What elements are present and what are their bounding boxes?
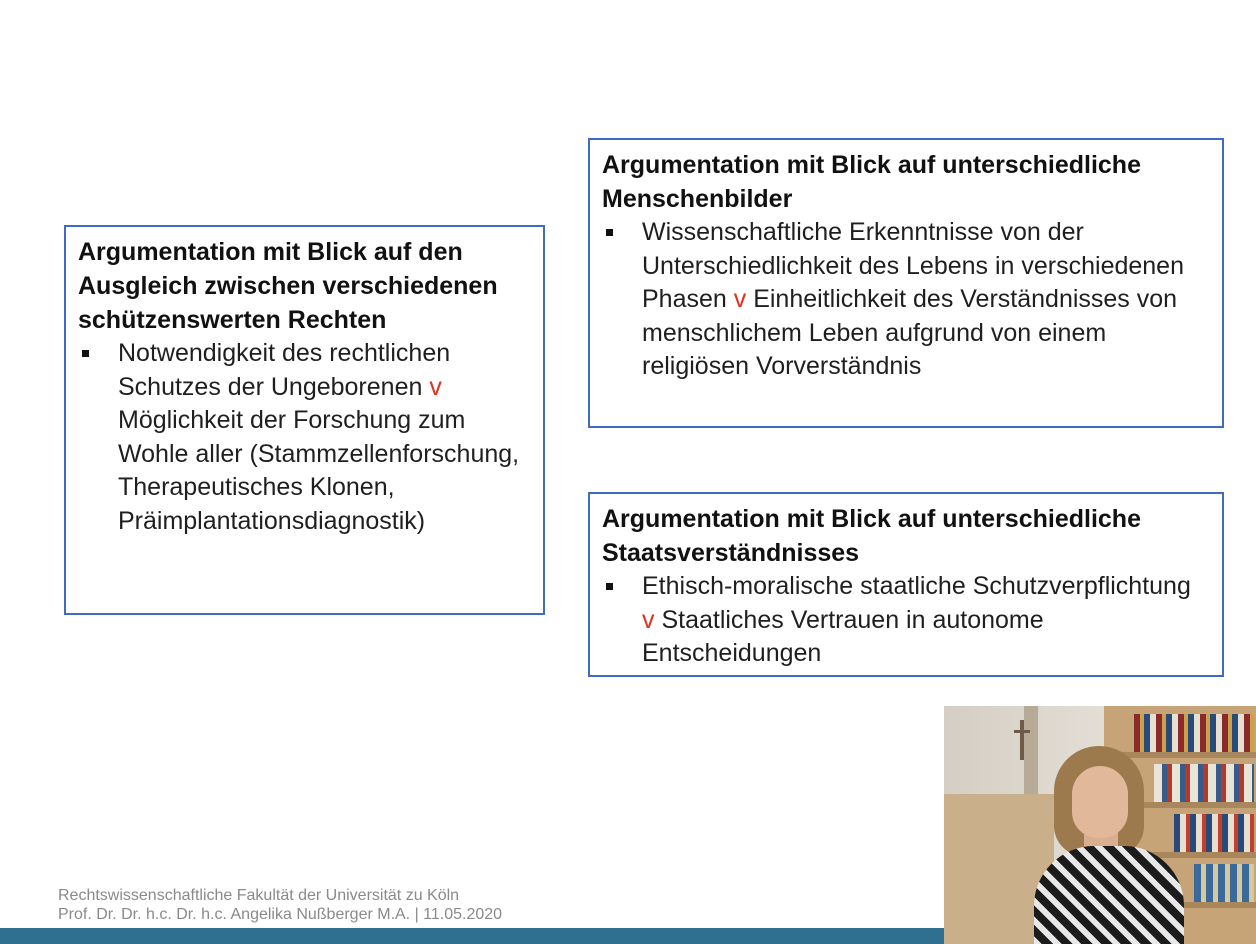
webcam-cross-icon — [1020, 720, 1024, 760]
connector-v: v — [429, 372, 442, 401]
connector-v: v — [733, 285, 754, 314]
square-bullet-icon — [606, 229, 613, 236]
bullet-text-after: Möglichkeit der Forschung zum Wohle aller (Stammzellenforschung, Therapeutisches Klonen, Präimplantationsdiagnostik) — [118, 406, 520, 535]
argument-box-state-understanding — [588, 492, 1224, 677]
webcam-books — [1154, 764, 1254, 802]
box-title: Argumentation mit Blick auf den Ausgleich zwischen verschiedenen schützenswerten Rechten — [78, 238, 498, 334]
box-title: Argumentation mit Blick auf unterschiedliche Menschenbilder — [602, 151, 1141, 213]
bullet-text-before: Notwendigkeit des rechtlichen Schutzes der Ungeborenen — [118, 339, 451, 401]
webcam-cross-bar — [1014, 730, 1030, 733]
square-bullet-icon — [82, 350, 89, 357]
speaker-webcam-video — [944, 706, 1256, 944]
footer-author-date: Prof. Dr. Dr. h.c. Dr. h.c. Angelika Nußberger M.A. | 11.05.2020 — [58, 906, 503, 923]
slide-footer — [58, 886, 502, 924]
box-title: Argumentation mit Blick auf unterschiedliche Staatsverständnisses — [602, 505, 1141, 567]
bullet-text-after: Staatliches Vertrauen in autonome Entscheidungen — [642, 605, 1044, 668]
webcam-books — [1174, 814, 1254, 852]
square-bullet-icon — [606, 583, 613, 590]
speaker-body — [1034, 846, 1184, 944]
speaker-face — [1072, 766, 1128, 838]
bullet-text-before: Wissenschaftliche Erkenntnisse von der Unterschiedlichkeit des Lebens in verschiedenen Phasen — [642, 218, 1184, 314]
bullet-text-before: Ethisch-moralische staatliche Schutzverpflichtung — [642, 572, 1191, 600]
webcam-books — [1134, 714, 1254, 752]
connector-v: v — [642, 605, 662, 634]
bullet-item — [602, 570, 1210, 671]
footer-faculty: Rechtswissenschaftliche Fakultät der Universität zu Köln — [58, 887, 460, 904]
bullet-text-after: Einheitlichkeit des Verständnisses von menschlichem Leben aufgrund von einem religiösen Vorverständnis — [642, 285, 1178, 381]
webcam-books — [1194, 864, 1254, 902]
argument-box-balance-of-rights — [64, 225, 545, 615]
bullet-item — [78, 337, 531, 539]
bullet-item — [602, 216, 1210, 384]
argument-box-human-images — [588, 138, 1224, 428]
